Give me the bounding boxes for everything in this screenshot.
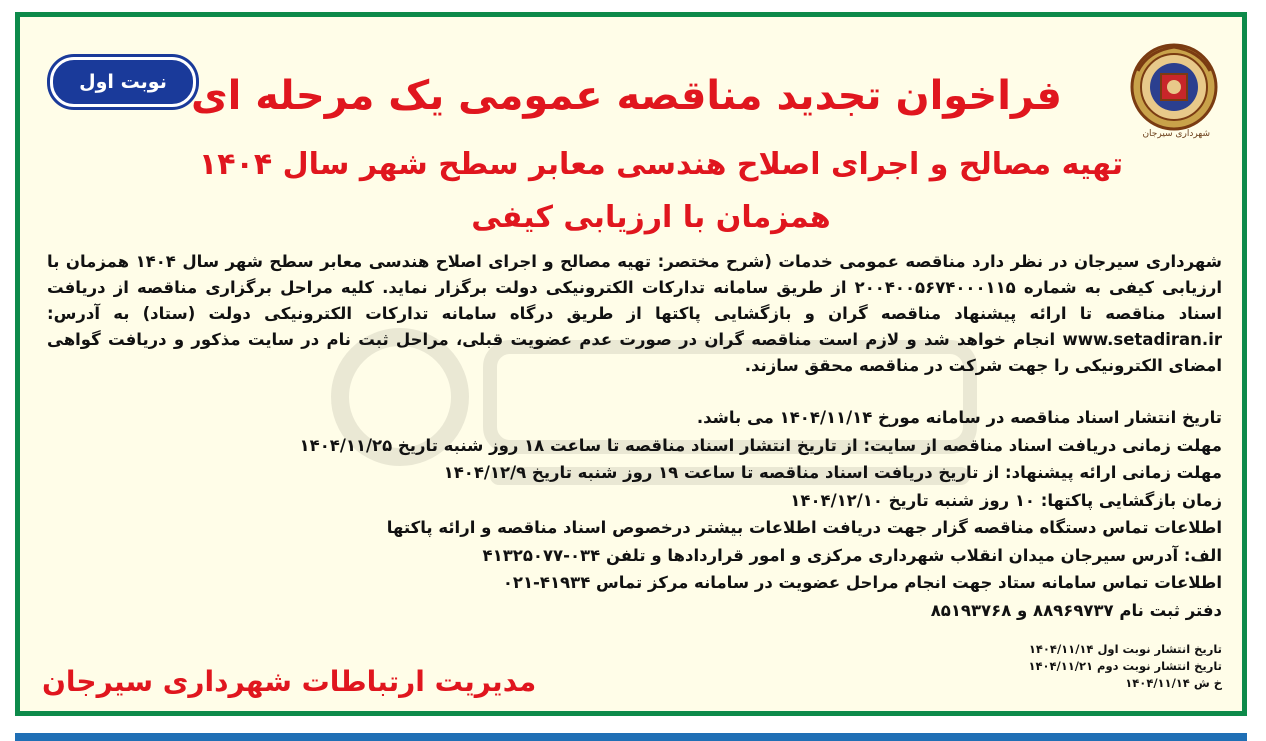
signature: مدیریت ارتباطات شهرداری سیرجان — [42, 665, 537, 698]
publication-info — [1028, 641, 1222, 692]
subtitle-line-2: همزمان با ارزیابی کیفی — [471, 200, 831, 235]
page-title: فراخوان تجدید مناقصه عمومی یک مرحله ای — [190, 73, 1062, 119]
detail-line: زمان بازگشایی پاکتها: ۱۰ روز شنبه تاریخ ۱۴۰۴/۱۲/۱۰ — [790, 490, 1222, 510]
notice-details — [222, 404, 1222, 624]
subtitle-line-1: تهیه مصالح و اجرای اصلاح هندسی معابر سطح شهر سال ۱۴۰۴ — [198, 147, 1124, 182]
detail-line: الف: آدرس سیرجان میدان انقلاب شهرداری مرکزی و امور قراردادها و تلفن ۰۳۴-۴۱۳۲۵۰۷۷ — [482, 545, 1222, 565]
logo-caption: شهرداری سیرجان — [1142, 129, 1210, 139]
detail-line: مهلت زمانی ارائه پیشنهاد: از تاریخ دریافت اسناد مناقصه تا ساعت ۱۹ روز شنبه تاریخ ۱۴۰۴/۱۲/۹ — [443, 463, 1222, 482]
detail-line: مهلت زمانی دریافت اسناد مناقصه از سایت: از تاریخ انتشار اسناد مناقصه تا ساعت ۱۸ روز شنبه تاریخ ۱۴۰۴/۱۱/۲۵ — [299, 435, 1222, 455]
detail-line: اطلاعات تماس سامانه ستاد جهت انجام مراحل عضویت در سامانه مرکز تماس ۴۱۹۳۴-۰۲۱ — [502, 573, 1222, 592]
detail-line: اطلاعات تماس دستگاه مناقصه گزار جهت دریافت اطلاعات بیشتر درخصوص اسناد مناقصه و ارائه پاکتها — [386, 518, 1222, 537]
detail-line: تاریخ انتشار اسناد مناقصه در سامانه مورخ ۱۴۰۴/۱۱/۱۴ می باشد. — [696, 408, 1222, 427]
publication-line: خ ش ۱۴۰۴/۱۱/۱۴ — [1125, 676, 1222, 690]
issue-badge: نوبت اول — [50, 57, 196, 107]
publication-line: تاریخ انتشار نوبت اول ۱۴۰۴/۱۱/۱۴ — [1028, 642, 1222, 656]
notice-frame — [15, 12, 1247, 716]
notice-body-paragraph: شهرداری سیرجان در نظر دارد مناقصه عمومی خدمات (شرح مختصر: تهیه مصالح و اجرای اصلاح هندسی معابر سطح شهر سال ۱۴۰۴ همزمان با ارزیابی کیفی به شماره ۲۰۰۴۰۰۵۶۷۴۰۰۰۱۱۵ از طریق سامانه تدارکات الکترونیکی دولت برگزار نماید. کلیه مراحل برگزاری مناقصه از دریافت اسناد مناقصه تا ارائه پیشنهاد مناقصه گران و بازگشایی پاکتها از طریق درگاه سامانه تدارکات الکترونیکی دولت (ستاد) به آدرس: www.setadiran.ir انجام خواهد شد و لازم است مناقصه گران در صورت عدم عضویت قبلی، مراحل ثبت نام در سایت مذکور و دریافت گواهی امضای الکترونیکی را جهت شرکت در مناقصه محقق سازند. — [47, 252, 1222, 375]
bottom-divider — [15, 733, 1247, 741]
detail-line: دفتر ثبت نام ۸۸۹۶۹۷۳۷ و ۸۵۱۹۳۷۶۸ — [930, 600, 1222, 620]
publication-line: تاریخ انتشار نوبت دوم ۱۴۰۴/۱۱/۲۱ — [1028, 659, 1222, 673]
